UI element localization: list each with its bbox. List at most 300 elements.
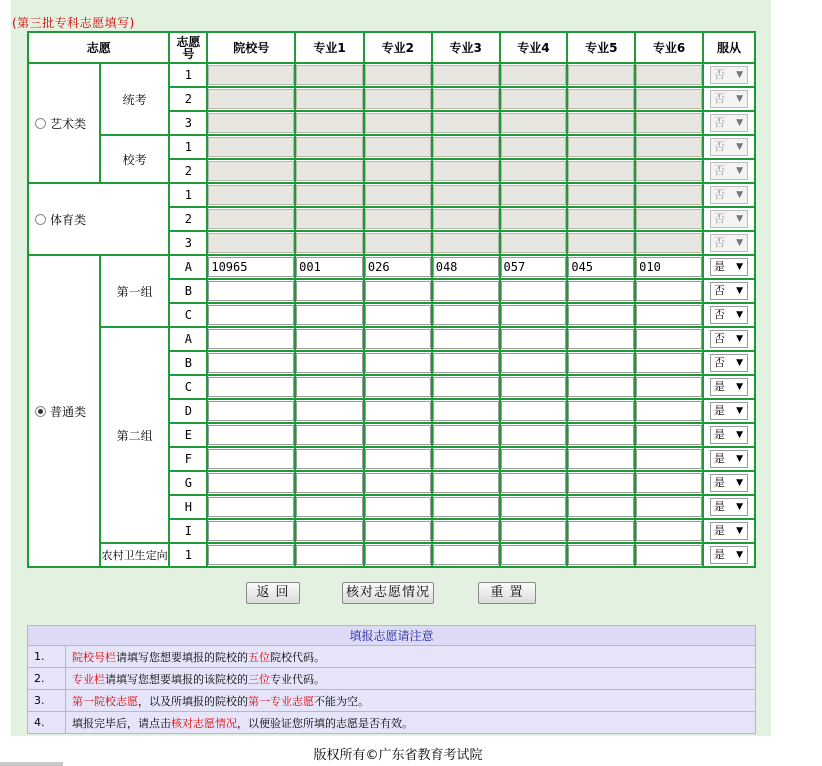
obey-value: 否 [713,164,725,177]
note-fragment: 院校代码。 [270,650,325,664]
input-cell [364,255,432,279]
major-code-input[interactable] [568,305,634,325]
obey-value: 否 [713,188,725,201]
input-cell [635,303,703,327]
input-cell [635,159,703,183]
major-code-input [365,161,431,181]
major-code-input[interactable] [501,329,567,349]
major-code-input[interactable] [365,497,431,517]
input-cell [207,207,295,231]
major-code-input[interactable] [636,425,702,445]
input-cell [635,351,703,375]
note-text [66,690,756,712]
major-code-input[interactable] [568,377,634,397]
major-code-input[interactable] [501,497,567,517]
major-code-input[interactable] [433,425,499,445]
major-code-input [296,137,363,157]
input-cell [635,327,703,351]
major-code-input[interactable] [636,377,702,397]
input-cell [432,351,500,375]
input-cell [635,399,703,423]
input-cell [364,159,432,183]
obey-value: 是 [713,404,725,417]
input-cell [295,87,364,111]
input-cell [295,303,364,327]
major-code-input[interactable]: 001 [296,257,363,277]
obey-value: 否 [713,92,725,105]
obey-select [710,66,748,84]
major-code-input[interactable] [433,521,499,541]
major-code-input[interactable] [296,449,363,469]
input-cell [567,375,635,399]
school-code-input [208,233,294,253]
input-cell [500,399,568,423]
note-highlight: 第一专业志愿 [248,694,314,708]
major-code-input[interactable] [568,353,634,373]
major-code-input [433,137,499,157]
major-code-input[interactable] [365,449,431,469]
input-cell [635,423,703,447]
major-code-input[interactable] [296,305,363,325]
input-cell [567,447,635,471]
major-code-input[interactable] [433,281,499,301]
dropdown-arrow-icon: ▼ [736,502,743,512]
input-cell [432,159,500,183]
school-code-input[interactable] [208,401,294,421]
major-code-input[interactable] [636,329,702,349]
check-volunteer-button[interactable]: 核对志愿情况 [342,582,434,604]
major-code-input[interactable] [296,545,363,565]
input-cell [567,327,635,351]
obey-value: 是 [713,260,725,273]
input-cell [567,231,635,255]
major-code-input [501,65,567,85]
input-cell [567,183,635,207]
obey-select[interactable] [710,258,748,276]
input-cell [432,207,500,231]
zhiyuan-number: B [169,351,207,375]
major-code-input[interactable] [501,305,567,325]
school-code-input[interactable] [208,497,294,517]
obey-cell [703,279,755,303]
major-code-input [433,209,499,229]
input-cell [295,351,364,375]
major-code-input[interactable] [568,281,634,301]
obey-select[interactable] [710,426,748,444]
school-code-input[interactable] [208,425,294,445]
obey-select[interactable] [710,450,748,468]
major-code-input[interactable] [568,521,634,541]
major-code-input[interactable] [636,545,702,565]
school-code-input [208,113,294,133]
major-code-input[interactable] [296,329,363,349]
obey-value: 是 [713,452,725,465]
zhiyuan-number: C [169,303,207,327]
major-code-input [365,113,431,133]
zhiyuan-number: H [169,495,207,519]
category-radio[interactable] [35,406,46,417]
major-code-input [568,65,634,85]
major-code-input[interactable]: 045 [568,257,634,277]
obey-select[interactable] [710,282,748,300]
note-highlight: 专业栏 [72,672,105,686]
dropdown-arrow-icon: ▼ [736,334,743,344]
major-code-input[interactable] [568,497,634,517]
input-cell [295,327,364,351]
input-cell [207,375,295,399]
dropdown-arrow-icon: ▼ [736,382,743,392]
major-code-input[interactable] [636,353,702,373]
input-cell [567,279,635,303]
major-code-input [501,185,567,205]
obey-cell [703,135,755,159]
school-code-input [208,161,294,181]
volunteer-row [28,255,755,279]
obey-value: 否 [713,284,725,297]
major-code-input[interactable] [501,545,567,565]
note-text [66,646,756,668]
dropdown-arrow-icon: ▼ [736,358,743,368]
major-code-input[interactable] [568,329,634,349]
input-cell [364,303,432,327]
input-cell [364,447,432,471]
zhiyuan-number: A [169,255,207,279]
school-code-input[interactable]: 10965 [208,257,294,277]
input-cell [500,255,568,279]
subcategory-group-1 [100,255,170,327]
major-code-input [433,161,499,181]
major-code-input[interactable] [433,497,499,517]
zhiyuan-number: 1 [169,183,207,207]
major-code-input[interactable] [365,473,431,493]
major-code-input[interactable] [636,473,702,493]
school-code-input[interactable] [208,473,294,493]
input-cell [207,183,295,207]
input-cell [207,303,295,327]
input-cell [295,183,364,207]
obey-select[interactable] [710,330,748,348]
subcategory-school-exam [100,135,170,183]
input-cell [207,351,295,375]
major-code-input[interactable] [365,305,431,325]
major-code-input[interactable] [365,545,431,565]
major-code-input [433,233,499,253]
major-code-input[interactable]: 026 [365,257,431,277]
obey-cell [703,87,755,111]
header-major-2: 专业2 [364,32,432,63]
dropdown-arrow-icon: ▼ [736,454,743,464]
input-cell [500,519,568,543]
obey-value: 是 [713,548,725,561]
obey-select [710,186,748,204]
major-code-input[interactable] [568,473,634,493]
dropdown-arrow-icon: ▼ [736,550,743,560]
school-code-input[interactable] [208,449,294,469]
dropdown-arrow-icon: ▼ [736,118,743,128]
major-code-input[interactable] [433,401,499,421]
obey-cell [703,447,755,471]
zhiyuan-number: 2 [169,207,207,231]
input-cell [207,135,295,159]
major-code-input[interactable] [433,377,499,397]
note-number: 4. [28,712,66,734]
major-code-input[interactable] [501,281,567,301]
obey-cell [703,351,755,375]
input-cell [635,519,703,543]
input-cell [432,255,500,279]
note-fragment: 填报完毕后，请点击 [72,716,171,730]
major-code-input [365,89,431,109]
volunteer-row [28,543,755,567]
input-cell [567,303,635,327]
obey-value: 否 [713,140,725,153]
major-code-input[interactable] [365,401,431,421]
major-code-input [501,113,567,133]
category-radio[interactable] [35,214,46,225]
major-code-input[interactable] [501,353,567,373]
subcategory-label: 校考 [122,152,147,167]
subcategory-label: 农村卫生定向 [101,549,168,562]
major-code-input [636,137,702,157]
note-fragment: 不能为空。 [314,694,369,708]
school-code-input[interactable] [208,377,294,397]
obey-select[interactable] [710,498,748,516]
obey-value: 是 [713,500,725,513]
input-cell [364,183,432,207]
input-cell [635,135,703,159]
obey-select[interactable] [710,354,748,372]
input-cell [432,399,500,423]
input-cell [207,519,295,543]
zhiyuan-number: 3 [169,111,207,135]
major-code-input[interactable] [365,281,431,301]
major-code-input[interactable] [433,353,499,373]
input-cell [364,543,432,567]
obey-select[interactable] [710,522,748,540]
obey-value: 否 [713,356,725,369]
input-cell [295,159,364,183]
major-code-input [636,65,702,85]
note-fragment: ，以及所填报的院校的 [138,694,248,708]
zhiyuan-number: B [169,279,207,303]
major-code-input[interactable] [636,305,702,325]
major-code-input[interactable] [433,449,499,469]
major-code-input[interactable] [365,377,431,397]
obey-value: 否 [713,308,725,321]
major-code-input[interactable] [296,497,363,517]
input-cell [364,111,432,135]
input-cell [500,87,568,111]
obey-value: 是 [713,428,725,441]
note-highlight: 第一院校志愿 [72,694,138,708]
major-code-input [568,185,634,205]
major-code-input[interactable] [501,449,567,469]
school-code-input[interactable] [208,329,294,349]
category-radio[interactable] [35,118,46,129]
major-code-input [568,161,634,181]
major-code-input[interactable] [501,473,567,493]
input-cell [207,543,295,567]
dropdown-arrow-icon: ▼ [736,214,743,224]
major-code-input[interactable] [296,377,363,397]
input-cell [432,495,500,519]
input-cell [364,375,432,399]
obey-select [710,90,748,108]
volunteer-row [28,63,755,87]
school-code-input[interactable] [208,545,294,565]
major-code-input[interactable] [296,281,363,301]
major-code-input[interactable] [296,521,363,541]
input-cell [567,87,635,111]
zhiyuan-number: C [169,375,207,399]
input-cell [295,375,364,399]
note-highlight: 五位 [248,650,270,664]
major-code-input [296,233,363,253]
dropdown-arrow-icon: ▼ [736,142,743,152]
school-code-input[interactable] [208,281,294,301]
major-code-input[interactable] [296,401,363,421]
school-code-input[interactable] [208,305,294,325]
obey-select[interactable] [710,378,748,396]
input-cell [432,327,500,351]
major-code-input[interactable] [501,425,567,445]
major-code-input [501,89,567,109]
major-code-input[interactable]: 048 [433,257,499,277]
major-code-input [365,137,431,157]
major-code-input[interactable]: 010 [636,257,702,277]
input-cell [364,207,432,231]
input-cell [432,183,500,207]
input-cell [500,375,568,399]
volunteer-row [28,183,755,207]
major-code-input[interactable] [433,473,499,493]
major-code-input[interactable] [433,545,499,565]
zhiyuan-number: E [169,423,207,447]
obey-select[interactable] [710,402,748,420]
major-code-input[interactable] [636,497,702,517]
note-row [28,690,756,712]
subcategory-label: 统考 [122,92,147,107]
dropdown-arrow-icon: ▼ [736,478,743,488]
input-cell [295,471,364,495]
obey-value: 否 [713,332,725,345]
dropdown-arrow-icon: ▼ [736,430,743,440]
input-cell [295,495,364,519]
input-cell [207,111,295,135]
school-code-input [208,185,294,205]
major-code-input[interactable] [365,353,431,373]
input-cell [635,87,703,111]
input-cell [635,495,703,519]
input-cell [567,495,635,519]
major-code-input [568,209,634,229]
input-cell [207,159,295,183]
input-cell [635,447,703,471]
major-code-input[interactable] [636,281,702,301]
reset-button[interactable]: 重 置 [478,582,536,604]
input-cell [207,399,295,423]
input-cell [500,231,568,255]
major-code-input[interactable] [568,401,634,421]
input-cell [364,63,432,87]
major-code-input [433,65,499,85]
volunteer-table [27,31,756,568]
major-code-input[interactable] [501,377,567,397]
major-code-input[interactable] [636,449,702,469]
school-code-input[interactable] [208,353,294,373]
major-code-input[interactable] [296,353,363,373]
major-code-input [433,113,499,133]
major-code-input [636,185,702,205]
major-code-input[interactable] [433,305,499,325]
school-code-input[interactable] [208,521,294,541]
major-code-input [365,65,431,85]
major-code-input[interactable] [568,449,634,469]
input-cell [567,135,635,159]
obey-select[interactable] [710,546,748,564]
input-cell [295,279,364,303]
major-code-input[interactable] [568,545,634,565]
obey-select[interactable] [710,306,748,324]
major-code-input[interactable] [365,329,431,349]
input-cell [500,63,568,87]
subcategory-unified-exam [100,63,170,135]
major-code-input[interactable] [501,401,567,421]
dropdown-arrow-icon: ▼ [736,94,743,104]
school-code-input [208,65,294,85]
obey-select [710,114,748,132]
note-fragment: ，以便验证您所填的志愿是否有效。 [237,716,413,730]
major-code-input[interactable] [296,425,363,445]
header-major-6: 专业6 [635,32,703,63]
major-code-input [365,185,431,205]
back-button[interactable]: 返 回 [246,582,300,604]
obey-select[interactable] [710,474,748,492]
input-cell [567,63,635,87]
major-code-input [296,113,363,133]
input-cell [364,495,432,519]
major-code-input[interactable]: 057 [501,257,567,277]
major-code-input[interactable] [296,473,363,493]
major-code-input[interactable] [568,425,634,445]
input-cell [295,207,364,231]
input-cell [500,207,568,231]
major-code-input[interactable] [365,521,431,541]
header-major-1: 专业1 [295,32,364,63]
note-row [28,646,756,668]
notes-table [27,625,756,734]
obey-cell [703,375,755,399]
input-cell [432,279,500,303]
input-cell [295,447,364,471]
input-cell [295,423,364,447]
school-code-input [208,137,294,157]
major-code-input[interactable] [365,425,431,445]
obey-select [710,210,748,228]
horizontal-scrollbar[interactable] [0,762,63,766]
note-number: 1. [28,646,66,668]
category-sport [28,183,169,255]
major-code-input[interactable] [636,401,702,421]
major-code-input[interactable] [433,329,499,349]
major-code-input[interactable] [636,521,702,541]
obey-cell [703,159,755,183]
input-cell [635,231,703,255]
obey-value: 否 [713,68,725,81]
major-code-input[interactable] [501,521,567,541]
input-cell [432,303,500,327]
dropdown-arrow-icon: ▼ [736,406,743,416]
